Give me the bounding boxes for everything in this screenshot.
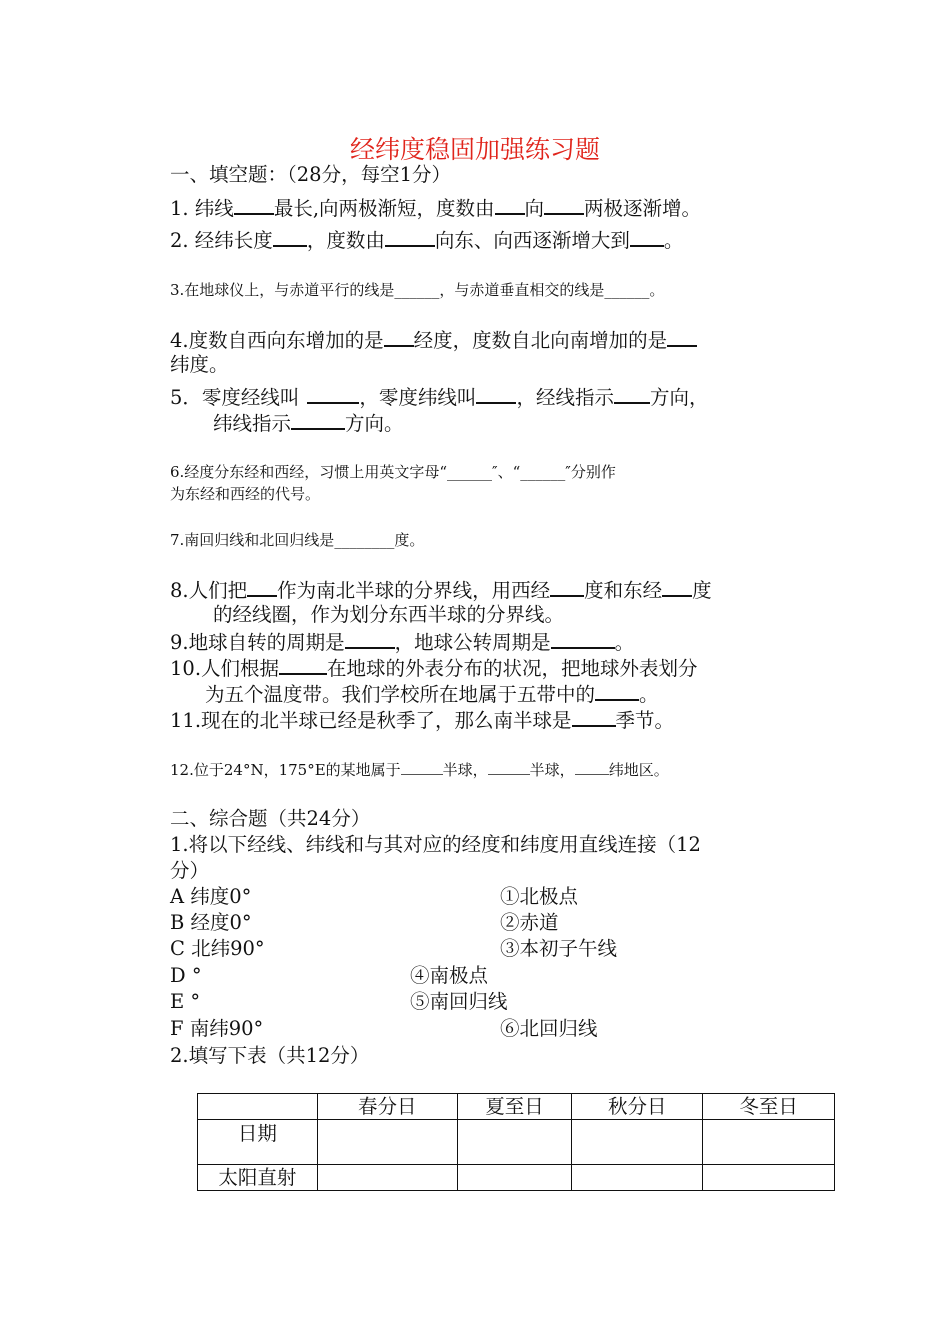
question-10: 10.人们根据 在地球的外表分布的状况，把地球外表划分 <box>170 657 698 680</box>
answer-blank[interactable] <box>307 384 359 404</box>
question-6-cont: 为东经和西经的代号。 <box>170 485 321 503</box>
answer-blank[interactable] <box>630 227 664 247</box>
answer-blank[interactable] <box>595 681 639 701</box>
question-9: 9.地球自转的周期是 ，地球公转周期是 。 <box>170 631 635 654</box>
table-row-label: 太阳直射 <box>198 1165 318 1191</box>
match-left-item: A 纬度0° <box>170 885 252 908</box>
question-2: 2. 经纬长度 ，度数由 向东、向西逐渐增大到 。 <box>170 229 684 252</box>
question-11: 11.现在的北半球已经是秋季了，那么南半球是 季节。 <box>170 709 675 732</box>
table-instructions: 2.填写下表（共12分） <box>170 1044 370 1067</box>
match-right-item: ②赤道 <box>500 911 559 934</box>
match-right-item: ③本初子午线 <box>500 937 618 960</box>
table-header-row <box>198 1094 835 1120</box>
match-right-item: ⑤南回归线 <box>410 990 508 1013</box>
answer-blank[interactable] <box>551 629 615 649</box>
table-row <box>198 1165 835 1191</box>
match-left-item: D ° <box>170 964 202 987</box>
page-title: 经纬度稳固加强练习题 <box>349 135 600 164</box>
match-right-item: ①北极点 <box>500 885 579 908</box>
answer-blank[interactable] <box>614 384 650 404</box>
answer-blank[interactable] <box>572 707 616 727</box>
table-row <box>198 1120 835 1165</box>
match-left-item: C 北纬90° <box>170 937 265 960</box>
table-answer-cell[interactable] <box>572 1120 703 1165</box>
match-left-item: F 南纬90° <box>170 1017 264 1040</box>
question-3: 3.在地球仪上，与赤道平行的线是______，与赤道垂直相交的线是______。 <box>170 281 665 299</box>
answer-blank[interactable] <box>575 760 609 775</box>
question-8: 8.人们把 作为南北半球的分界线，用西经 度和东经 度 <box>170 579 712 602</box>
question-10-cont: 为五个温度带。我们学校所在地属于五带中的 。 <box>205 683 659 706</box>
answer-blank[interactable] <box>279 655 327 675</box>
match-left-item: B 经度0° <box>170 911 252 934</box>
answer-blank[interactable] <box>495 195 525 215</box>
answer-blank[interactable] <box>401 760 443 775</box>
table-corner-cell <box>198 1094 318 1120</box>
question-8-cont: 的经线圈，作为划分东西半球的分界线。 <box>213 603 565 626</box>
answer-blank[interactable] <box>550 577 584 597</box>
answer-blank[interactable] <box>247 577 277 597</box>
match-right-item: ⑥北回归线 <box>500 1017 598 1040</box>
question-4-cont: 纬度。 <box>170 353 229 376</box>
question-4: 4.度数自西向东增加的是 经度，度数自北向南增加的是 <box>170 327 697 354</box>
table-row-label: 日期 <box>198 1120 318 1165</box>
answer-blank[interactable] <box>662 577 692 597</box>
question-7: 7.南回归线和北回归线是________度。 <box>170 531 425 549</box>
answer-blank[interactable] <box>384 327 414 347</box>
answer-blank[interactable] <box>273 227 307 247</box>
section1-header: 一、填空题：（28分，每空1分） <box>170 163 451 186</box>
solar-table <box>197 1093 835 1191</box>
answer-blank[interactable] <box>476 384 516 404</box>
answer-blank[interactable] <box>345 629 395 649</box>
answer-blank[interactable] <box>385 227 435 247</box>
section2-header: 二、综合题（共24分） <box>170 807 371 830</box>
table-answer-cell[interactable] <box>457 1120 572 1165</box>
table-answer-cell[interactable] <box>703 1120 835 1165</box>
question-12: 12.位于24°N，175°E的某地属于 半球， 半球， 纬地区。 <box>170 761 669 779</box>
question-6: 6.经度分东经和西经，习惯上用英文字母“______″、“______″分别作 <box>170 463 616 481</box>
table-answer-cell[interactable] <box>317 1120 457 1165</box>
table-header-cell: 冬至日 <box>703 1094 835 1120</box>
table-header-cell: 秋分日 <box>572 1094 703 1120</box>
matching-instructions: 1.将以下经线、纬线和与其对应的经度和纬度用直线连接（12 <box>170 833 701 856</box>
question-5-cont: 纬线指示 方向。 <box>213 412 404 435</box>
matching-instructions-cont: 分） <box>170 859 210 882</box>
table-answer-cell[interactable] <box>457 1165 572 1191</box>
answer-blank[interactable] <box>488 760 530 775</box>
question-1: 1. 纬线 最长,向两极渐短，度数由 向 两极逐渐增。 <box>170 197 702 220</box>
table-header-cell: 夏至日 <box>457 1094 572 1120</box>
match-left-item: E ° <box>170 990 201 1013</box>
table-header-cell: 春分日 <box>317 1094 457 1120</box>
table-answer-cell[interactable] <box>703 1165 835 1191</box>
answer-blank[interactable] <box>667 327 697 347</box>
answer-blank[interactable] <box>234 195 274 215</box>
table-answer-cell[interactable] <box>572 1165 703 1191</box>
answer-blank[interactable] <box>291 410 345 430</box>
answer-blank[interactable] <box>544 195 584 215</box>
match-right-item: ④南极点 <box>410 964 489 987</box>
question-5: 5．零度经线叫 ，零度纬线叫 ，经线指示 方向， <box>170 386 709 409</box>
table-answer-cell[interactable] <box>317 1165 457 1191</box>
